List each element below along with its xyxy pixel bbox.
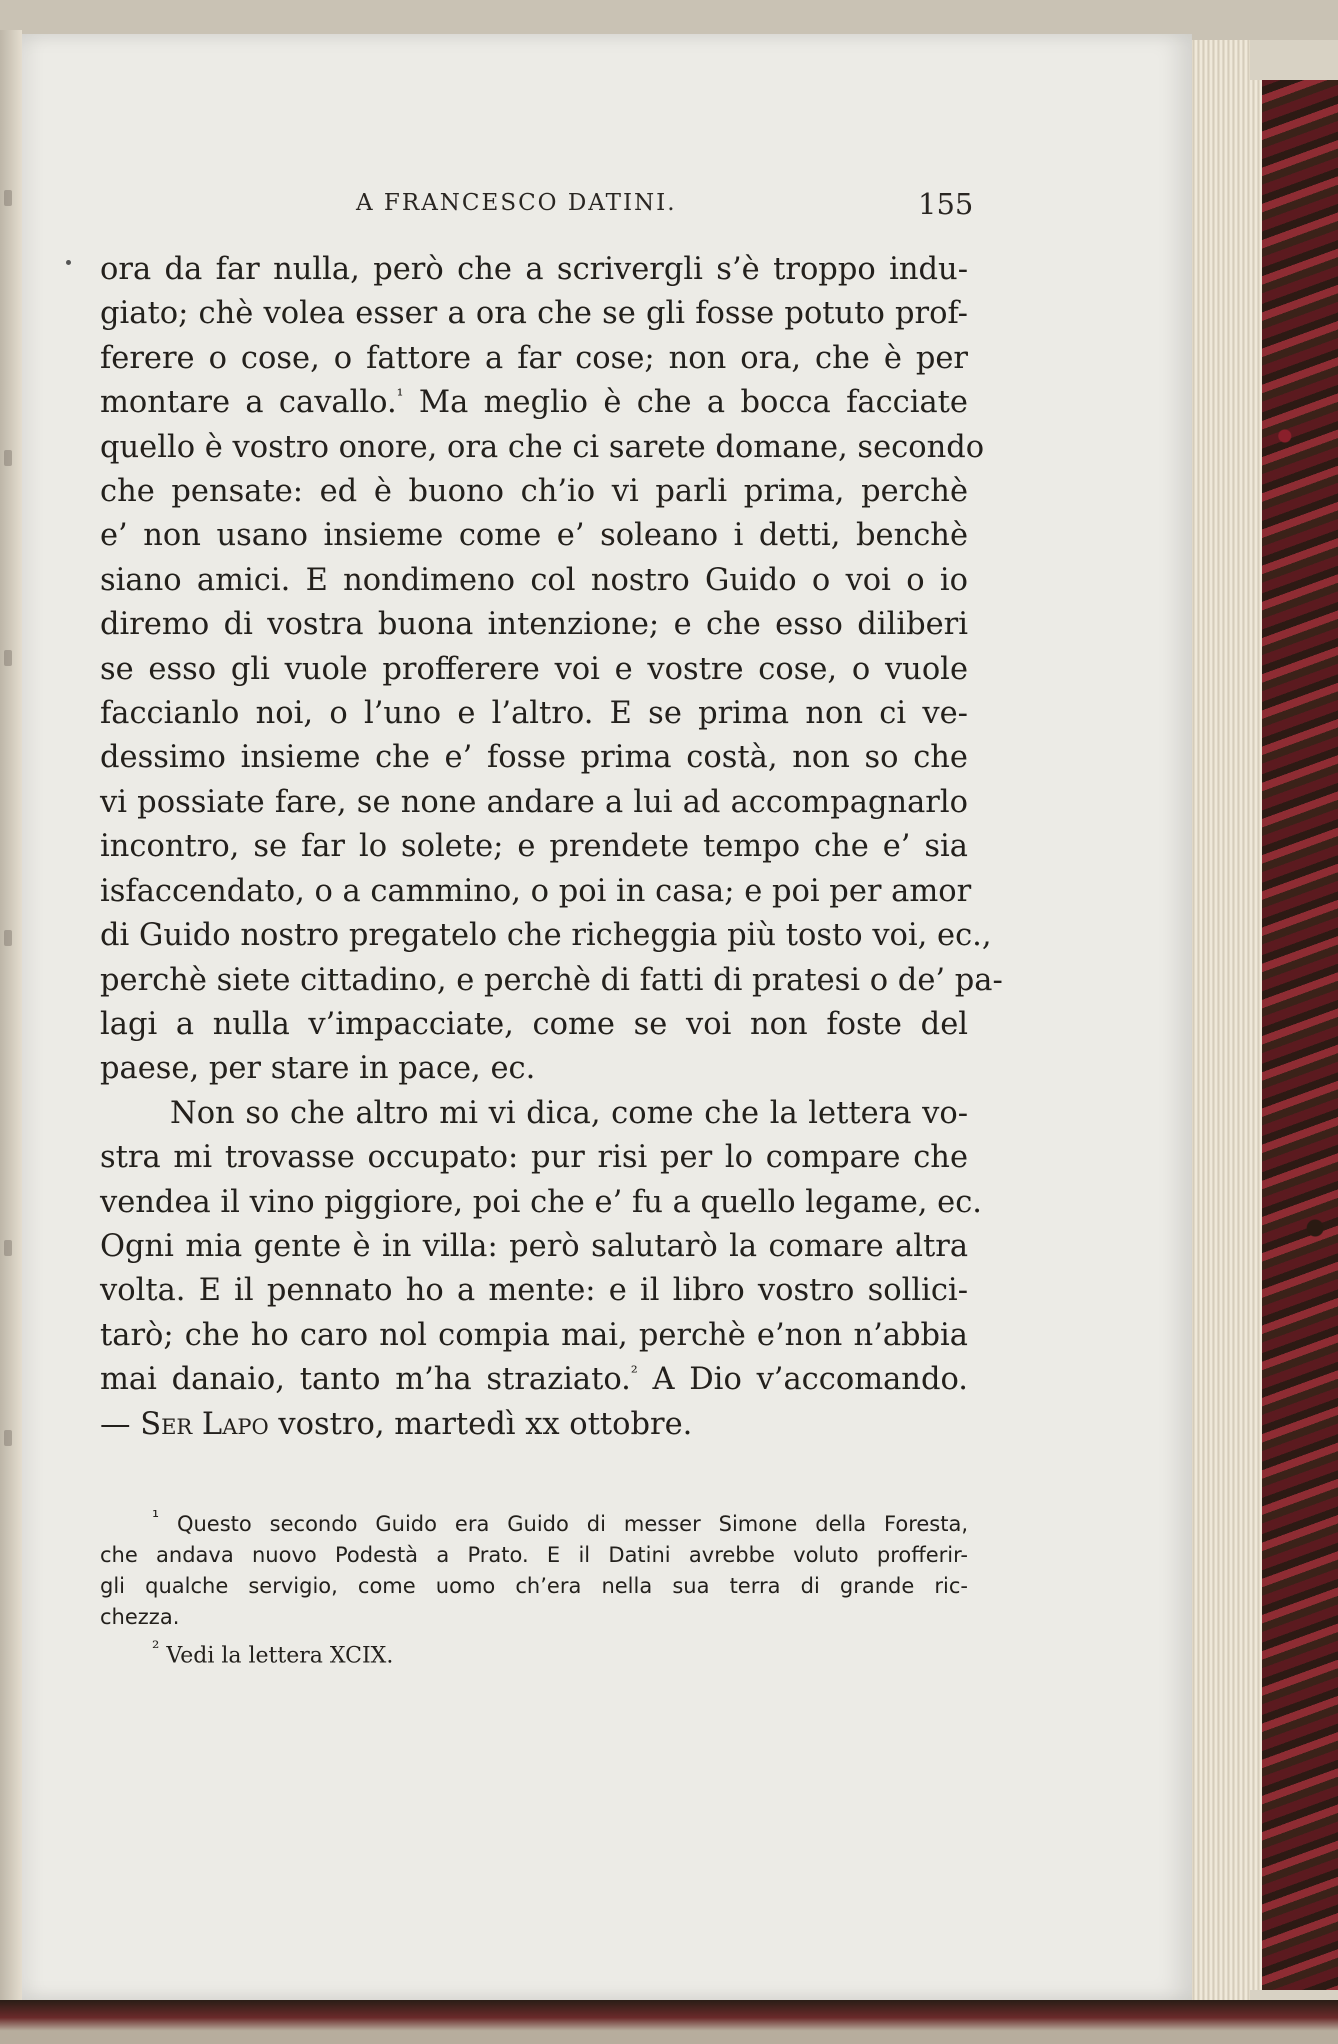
text-fragment: A Dio v’accomando. xyxy=(637,1362,968,1398)
bleed-mark xyxy=(4,1430,12,1446)
previous-page-edge xyxy=(0,30,22,2020)
footnote-2 xyxy=(100,1633,968,1671)
signature-line xyxy=(100,1403,968,1447)
text-line: volta. E il pennato ho a mente: e il libro vostro sollici- xyxy=(100,1273,968,1309)
text-line: e’ non usano insieme come e’ soleano i detti, benchè xyxy=(100,518,968,554)
text-line: se esso gli vuole profferere voi e vostre cose, o vuole xyxy=(100,651,968,687)
footnote-line: che andava nuovo Podestà a Prato. E il Datini avrebbe voluto profferir- xyxy=(100,1543,968,1567)
text-line: perchè siete cittadino, e perchè di fatti di pratesi o de’ pa- xyxy=(100,962,1003,998)
bleed-mark xyxy=(4,1240,12,1256)
text-line: paese, per stare in pace, ec. xyxy=(100,1051,536,1087)
signer-name: Ser Lapo xyxy=(140,1406,269,1442)
text-line: Ogni mia gente è in villa: però salutarò la comare altra xyxy=(100,1228,968,1264)
text-line: Non so che altro mi vi dica, come che la lettera vo- xyxy=(170,1095,968,1131)
footnote-text: Vedi la lettera XCIX. xyxy=(159,1643,394,1669)
text-line: ferere o cose, o fattore a far cose; non ora, che è per xyxy=(100,340,968,376)
text-line: tarò; che ho caro nol compia mai, perchè e’non n’abbia xyxy=(100,1317,968,1353)
bleed-mark xyxy=(4,650,12,666)
footnote-ref: ² xyxy=(630,1363,638,1383)
cover-corner-top xyxy=(1250,40,1338,80)
footnote-marker: ¹ xyxy=(152,1508,160,1528)
text-line: vi possiate fare, se none andare a lui ad accompagnarlo xyxy=(100,784,968,820)
footnote-ref: ¹ xyxy=(396,386,404,407)
closing-text: vostro, martedì xx ottobre. xyxy=(268,1406,693,1442)
text-line: lagi a nulla v’impacciate, come se voi non foste del xyxy=(100,1006,968,1042)
text-fragment: montare a cavallo. xyxy=(100,385,397,421)
text-line: quello è vostro onore, ora che ci sarete domane, secondo xyxy=(100,429,985,465)
text-line: isfaccendato, o a cammino, o poi in casa; e poi per amor xyxy=(100,873,972,909)
ink-speck xyxy=(66,260,71,265)
page-edges xyxy=(1180,40,1270,2015)
footnote-marker: ² xyxy=(152,1638,160,1659)
bleed-mark xyxy=(4,190,12,206)
text-fragment: mai danaio, tanto m’ha straziato. xyxy=(100,1362,631,1398)
text-line: di Guido nostro pregatelo che richeggia più tosto voi, ec., xyxy=(100,918,992,954)
text-line: faccianlo noi, o l’uno e l’altro. E se prima non ci ve- xyxy=(100,696,968,732)
marbled-cover xyxy=(1262,40,1338,2020)
footnote-text: Questo secondo Guido era Guido di messer Simone della Foresta, xyxy=(159,1512,968,1536)
bleed-mark xyxy=(4,450,12,466)
letter-body xyxy=(100,248,1003,1447)
text-line: diremo di vostra buona intenzione; e che esso diliberi xyxy=(100,607,968,643)
text-line: dessimo insieme che e’ fosse prima costà, non so che xyxy=(100,740,968,776)
text-line: incontro, se far lo solete; e prendete tempo che e’ sia xyxy=(100,829,968,865)
text-line: ora da far nulla, però che a scrivergli s’è troppo indu- xyxy=(100,252,968,287)
footnote-line: chezza. xyxy=(100,1605,180,1629)
page-number: 155 xyxy=(918,187,974,221)
bleed-mark xyxy=(4,930,12,946)
text-line xyxy=(100,381,968,425)
footnotes xyxy=(100,1503,968,1671)
text-line: giato; chè volea esser a ora che se gli fosse potuto prof- xyxy=(100,296,968,332)
footnote-line: gli qualche servigio, come uomo ch’era nella sua terra di grande ric- xyxy=(100,1574,968,1598)
text-line: siano amici. E nondimeno col nostro Guido o voi o io xyxy=(100,562,968,598)
dash: — xyxy=(100,1406,141,1442)
text-line: vendea il vino piggiore, poi che e’ fu a quello legame, ec. xyxy=(100,1184,982,1220)
footnote-1 xyxy=(100,1503,968,1540)
bottom-cover-strip xyxy=(0,2000,1338,2044)
text-line: stra mi trovasse occupato: pur risi per lo compare che xyxy=(100,1140,968,1176)
text-fragment: Ma meglio è che a bocca facciate xyxy=(403,385,968,421)
running-head: A FRANCESCO DATINI. xyxy=(356,190,677,216)
text-line: che pensate: ed è buono ch’io vi parli prima, perchè xyxy=(100,474,968,510)
text-line xyxy=(100,1358,968,1402)
